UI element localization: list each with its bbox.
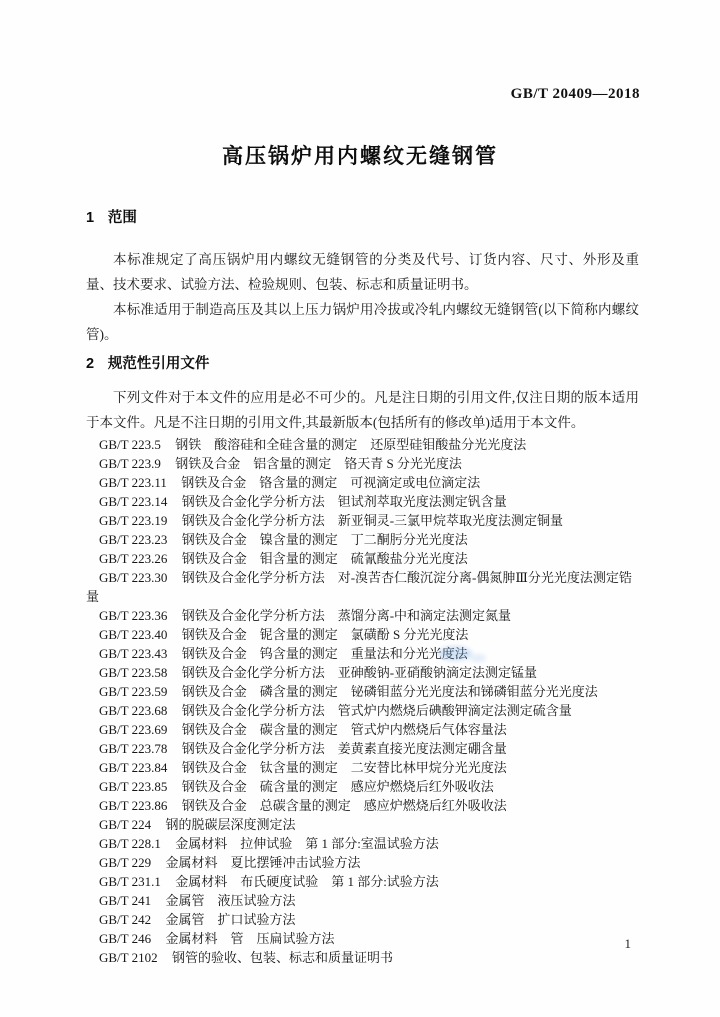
reference-title: 钢铁及合金化学分析方法 亚砷酸钠-亚硝酸钠滴定法测定锰量 [181,665,538,680]
section-number: 1 [86,210,95,226]
section-number: 2 [86,356,95,372]
page-number: 1 [624,936,631,951]
reference-item [86,606,639,625]
reference-item [86,815,639,834]
reference-code: GB/T 2102 [99,950,158,965]
reference-code: GB/T 223.58 [99,665,168,680]
reference-code: GB/T 224 [99,817,152,832]
reference-item [86,473,639,492]
reference-code: GB/T 246 [99,931,152,946]
reference-item [86,625,639,644]
reference-item [86,435,639,454]
reference-title: 钢铁及合金化学分析方法 新亚铜灵-三氯甲烷萃取光度法测定铜量 [181,513,564,528]
reference-code: GB/T 223.9 [99,456,161,471]
reference-code: GB/T 223.78 [99,741,168,756]
reference-item [86,568,639,606]
reference-code: GB/T 223.30 [99,570,168,585]
reference-title: 金属材料 布氏硬度试验 第 1 部分:试验方法 [175,874,439,889]
document-title: 高压锅炉用内螺纹无缝钢管 [222,145,498,168]
reference-item [86,853,639,872]
reference-code: GB/T 242 [99,912,152,927]
reference-item [86,758,639,777]
reference-code: GB/T 223.26 [99,551,168,566]
reference-item [86,872,639,891]
reference-title: 钢铁 酸溶硅和全硅含量的测定 还原型硅钼酸盐分光光度法 [175,437,527,452]
reference-title: 金属材料 管 压扁试验方法 [165,931,335,946]
reference-item [86,777,639,796]
scope-paragraph-1: 本标准规定了高压锅炉用内螺纹无缝钢管的分类及代号、订货内容、尺寸、外形及重量、技术要求、试验方法、检验规则、包装、标志和质量证明书。 [86,252,639,292]
reference-title: 钢铁及合金化学分析方法 钽试剂萃取光度法测定钒含量 [181,494,507,509]
reference-item [86,910,639,929]
reference-item [86,796,639,815]
reference-item [86,701,639,720]
reference-code: GB/T 223.68 [99,703,168,718]
reference-item [86,644,639,663]
reference-item [86,663,639,682]
reference-title: 钢铁及合金 钨含量的测定 重量法和分光光度法 [181,646,468,661]
reference-code: GB/T 223.59 [99,684,168,699]
reference-title: 钢的脱碳层深度测定法 [165,817,296,832]
reference-title: 钢铁及合金化学分析方法 管式炉内燃烧后碘酸钾滴定法测定硫含量 [181,703,572,718]
reference-item [86,834,639,853]
reference-item [86,891,639,910]
reference-code: GB/T 223.43 [99,646,168,661]
reference-code: GB/T 223.19 [99,513,168,528]
reference-code: GB/T 223.40 [99,627,168,642]
reference-title: 钢铁及合金 碳含量的测定 管式炉内燃烧后气体容量法 [181,722,507,737]
reference-code: GB/T 223.11 [99,475,167,490]
reference-title: 金属材料 拉伸试验 第 1 部分:室温试验方法 [175,836,439,851]
scope-paragraph-2: 本标准适用于制造高压及其以上压力锅炉用冷拔或冷轧内螺纹无缝钢管(以下简称内螺纹管)。 [86,302,639,342]
reference-title: 钢铁及合金 硫含量的测定 感应炉燃烧后红外吸收法 [181,779,494,794]
reference-code: GB/T 231.1 [99,874,161,889]
reference-title: 钢铁及合金 总碳含量的测定 感应炉燃烧后红外吸收法 [181,798,507,813]
reference-item [86,948,639,967]
reference-item [86,720,639,739]
reference-item [86,530,639,549]
reference-title: 钢铁及合金化学分析方法 姜黄素直接光度法测定硼含量 [181,741,507,756]
reference-title: 金属管 扩口试验方法 [165,912,296,927]
standard-number: GB/T 20409—2018 [510,86,640,102]
section-label: 范围 [107,210,137,226]
reference-title: 钢铁及合金 钛含量的测定 二安替比林甲烷分光光度法 [181,760,507,775]
reference-item [86,929,639,948]
reference-code: GB/T 223.14 [99,494,168,509]
reference-code: GB/T 223.85 [99,779,168,794]
reference-code: GB/T 223.36 [99,608,168,623]
reference-title: 钢铁及合金 镍含量的测定 丁二酮肟分光光度法 [181,532,468,547]
reference-title: 钢铁及合金 铬含量的测定 可视滴定或电位滴定法 [181,475,481,490]
reference-code: GB/T 228.1 [99,836,161,851]
document-body [86,207,639,967]
reference-code: GB/T 223.84 [99,760,168,775]
references-intro: 下列文件对于本文件的应用是必不可少的。凡是注日期的引用文件,仅注日期的版本适用于本文件。凡是不注日期的引用文件,其最新版本(包括所有的修改单)适用于本文件。 [86,390,639,430]
section-heading-references [86,353,639,375]
reference-item [86,682,639,701]
reference-title: 钢铁及合金 铝含量的测定 铬天青 S 分光光度法 [175,456,462,471]
reference-code: GB/T 223.69 [99,722,168,737]
reference-code: GB/T 229 [99,855,152,870]
references-list [86,435,639,967]
reference-title: 钢管的验收、包装、标志和质量证明书 [171,950,393,965]
reference-title: 钢铁及合金 磷含量的测定 铋磷钼蓝分光光度法和锑磷钼蓝分光光度法 [181,684,598,699]
reference-code: GB/T 241 [99,893,152,908]
reference-title: 金属管 液压试验方法 [165,893,296,908]
reference-title: 钢铁及合金 铌含量的测定 氯磺酚 S 分光光度法 [181,627,469,642]
reference-code: GB/T 223.5 [99,437,161,452]
reference-title: 钢铁及合金化学分析方法 对-溴苦杏仁酸沉淀分离-偶氮胂Ⅲ分光光度法测定锆量 [86,570,632,604]
reference-item [86,492,639,511]
reference-title: 钢铁及合金化学分析方法 蒸馏分离-中和滴定法测定氮量 [181,608,512,623]
reference-title: 钢铁及合金 钼含量的测定 硫氰酸盐分光光度法 [181,551,468,566]
reference-item [86,739,639,758]
reference-item [86,511,639,530]
reference-item [86,454,639,473]
section-heading-scope [86,207,639,229]
reference-item [86,549,639,568]
section-label: 规范性引用文件 [107,356,210,372]
reference-code: GB/T 223.86 [99,798,168,813]
reference-code: GB/T 223.23 [99,532,168,547]
reference-title: 金属材料 夏比摆锤冲击试验方法 [165,855,361,870]
